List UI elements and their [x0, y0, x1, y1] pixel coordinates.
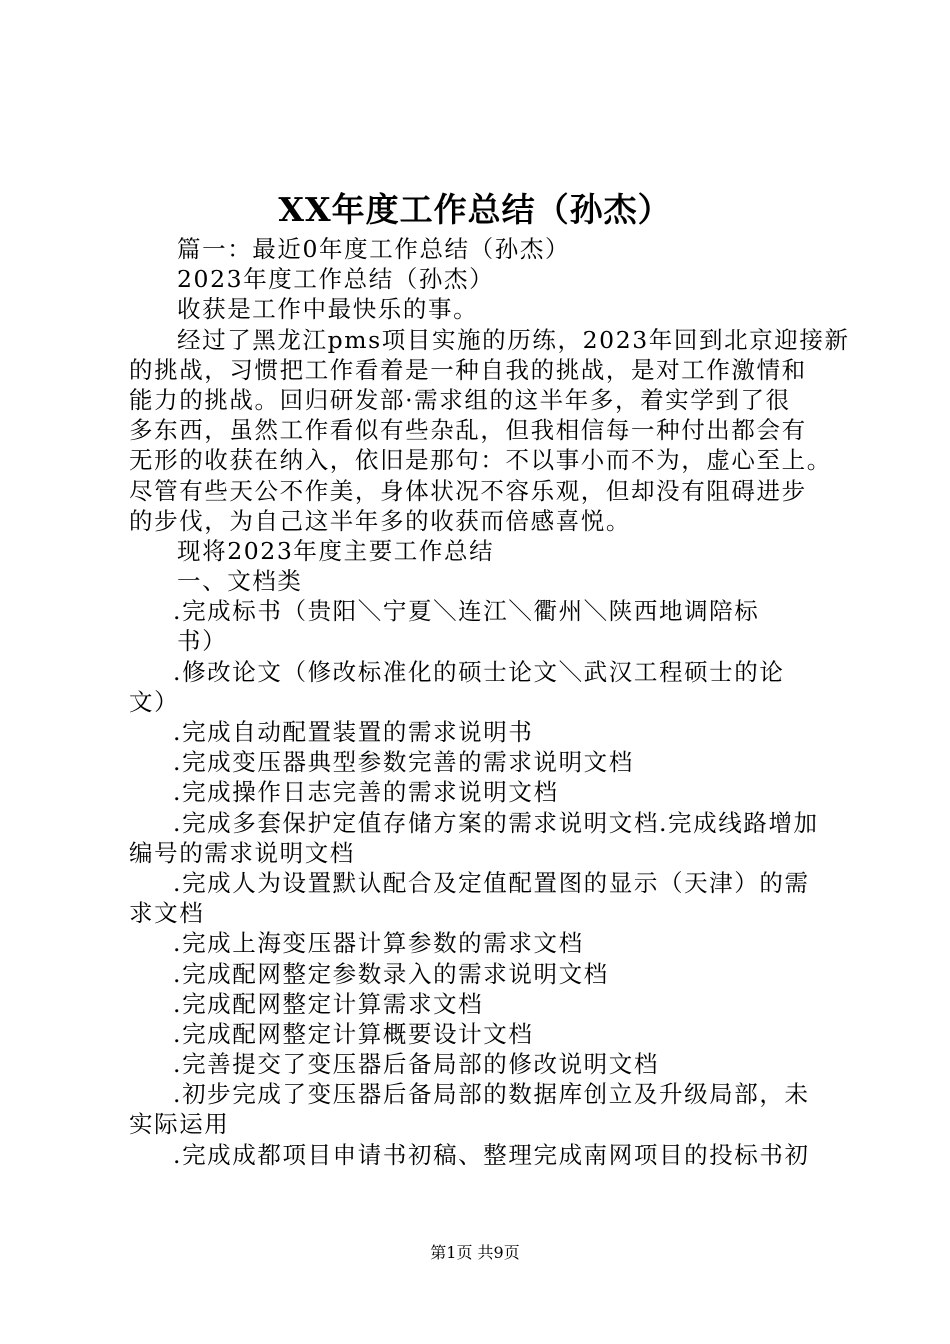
list-item: .初步完成了变压器后备局部的数据库创立及升级局部，未 [173, 1080, 810, 1109]
paragraph-line: 无形的收获在纳入，依旧是那句：不以事小而不为，虚心至上。 [129, 446, 832, 475]
list-item: .完善提交了变压器后备局部的修改说明文档 [173, 1050, 659, 1079]
list-item: .完成标书（贵阳＼宁夏＼连江＼衢州＼陕西地调陪标 [173, 597, 760, 626]
paragraph-line: 收获是工作中最快乐的事。 [177, 295, 479, 324]
list-item-continuation: 编号的需求说明文档 [129, 838, 355, 867]
list-item: .完成配网整定计算概要设计文档 [173, 1019, 534, 1048]
paragraph-line: 尽管有些天公不作美，身体状况不容乐观，但却没有阻碍进步 [129, 476, 807, 505]
list-item: .完成自动配置装置的需求说明书 [173, 718, 534, 746]
paragraph-line: 的挑战，习惯把工作看着是一种自我的挑战，是对工作激情和 [129, 355, 807, 384]
page-footer: 第1页 共9页 [430, 1243, 520, 1262]
paragraph-line: 多东西，虽然工作看似有些杂乱，但我相信每一种付出都会有 [129, 416, 807, 445]
paragraph-line: 能力的挑战。回归研发部·需求组的这半年多，着实学到了很 [129, 385, 791, 414]
list-item: .完成多套保护定值存储方案的需求说明文档.完成线路增加 [173, 808, 819, 837]
list-item-continuation: 求文档 [129, 899, 205, 928]
list-item: .完成配网整定计算需求文档 [173, 989, 484, 1018]
paragraph-line: 2023年度工作总结（孙杰） [177, 265, 495, 294]
list-item: .完成人为设置默认配合及定值配置图的显示（天津）的需 [173, 868, 810, 897]
paragraph-line: 现将2023年度主要工作总结 [177, 536, 495, 565]
paragraph-line: 的步伐，为自己这半年多的收获而倍感喜悦。 [129, 506, 631, 535]
section-heading: 一、文档类 [177, 567, 303, 596]
paragraph-line: 经过了黑龙江pms项目实施的历练，2023年回到北京迎接新 [177, 325, 850, 354]
list-item: .完成变压器典型参数完善的需求说明文档 [173, 748, 634, 777]
list-item: .完成成都项目申请书初稿、整理完成南网项目的投标书初 [173, 1140, 810, 1169]
list-item: .完成配网整定参数录入的需求说明文档 [173, 959, 609, 988]
document-title: XX年度工作总结（孙杰） [278, 190, 672, 229]
list-item-continuation: 文） [129, 687, 180, 716]
document-body [129, 234, 850, 1170]
list-item: .完成上海变压器计算参数的需求文档 [173, 929, 584, 958]
paragraph-line: 篇一：最近0年度工作总结（孙杰） [177, 235, 571, 263]
list-item-continuation: 实际运用 [129, 1110, 230, 1139]
list-item: .完成操作日志完善的需求说明文档 [173, 778, 559, 807]
list-item: .修改论文（修改标准化的硕士论文＼武汉工程硕士的论 [173, 657, 785, 686]
list-item-continuation: 书） [177, 627, 228, 656]
